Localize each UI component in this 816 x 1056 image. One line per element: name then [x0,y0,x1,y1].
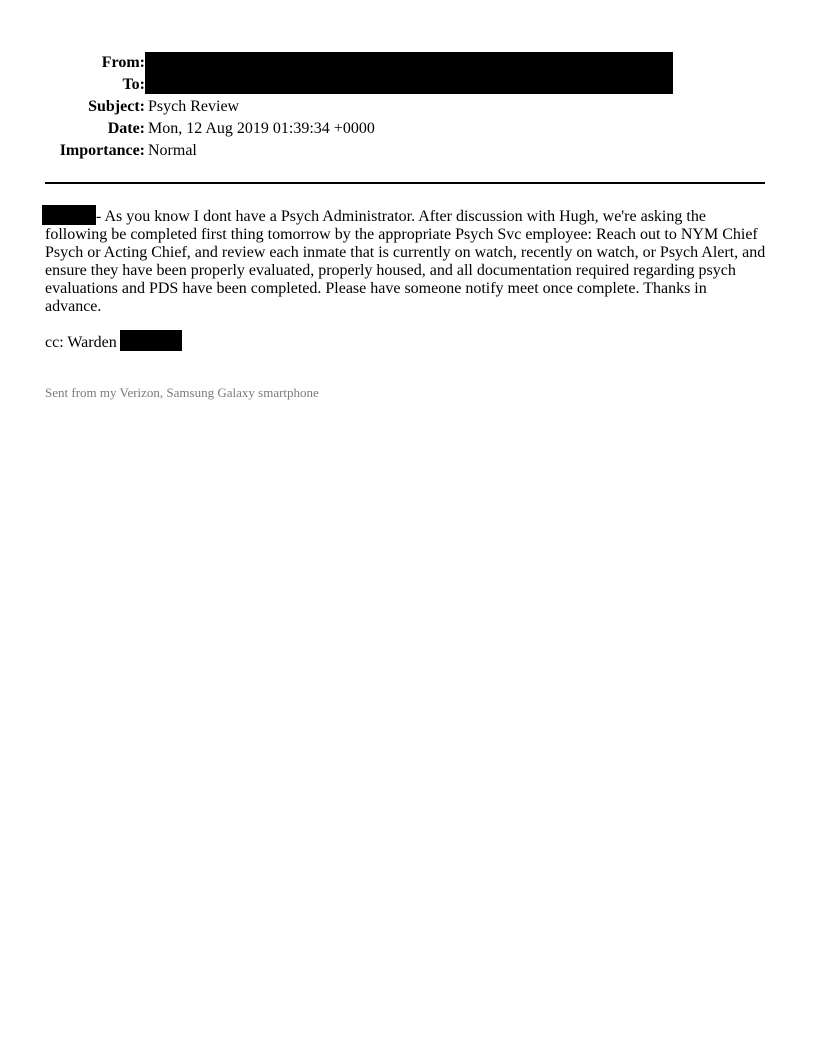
redaction-warden-name [120,330,182,351]
message-paragraph: - As you know I dont have a Psych Administrator. After discussion with Hugh, we're asking the following be completed first thing tomorrow by the appropriate Psych Svc employee: Reach out to NYM Chief Psych or Acting Chief, and review each inmate that is currently on watch, recently on watch, or Psych Alert, and ensure they have been properly evaluated, properly housed, and all documentation required regarding psych evaluations and PDS have been completed. Please have someone notify meet once complete. Thanks in advance. [45,208,766,315]
date-value: Mon, 12 Aug 2019 01:39:34 +0000 [148,120,375,137]
redaction-recipient-name [42,205,96,225]
subject-value: Psych Review [148,98,240,115]
date-label: Date: [107,120,145,137]
importance-label: Importance: [59,142,145,159]
subject-label: Subject: [88,98,145,115]
importance-row [0,140,375,162]
from-label: From: [101,54,145,71]
to-label: To: [122,76,145,93]
message-body [45,205,767,316]
date-row [0,118,375,140]
subject-row [0,96,375,118]
redaction-from-to [145,52,673,94]
header-divider [45,182,765,184]
importance-value: Normal [148,142,197,159]
cc-line [45,330,182,353]
cc-text: cc: Warden [45,334,117,351]
mobile-signature: Sent from my Verizon, Samsung Galaxy smartphone [45,385,319,400]
